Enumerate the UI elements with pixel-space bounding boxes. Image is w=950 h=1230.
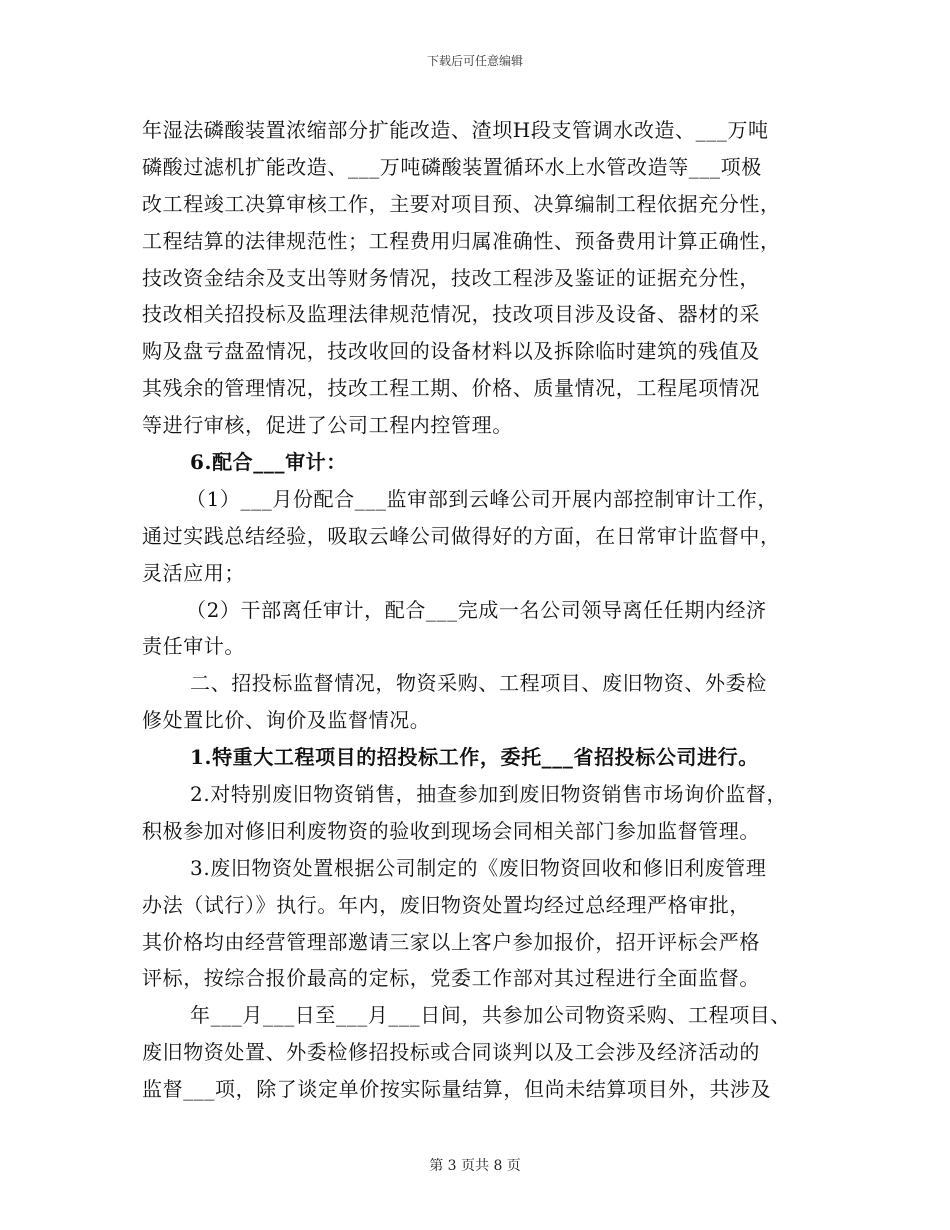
body-line: 3.废旧物资处置根据公司制定的《废旧物资回收和修旧利废管理	[190, 855, 767, 880]
document-body	[142, 112, 810, 1108]
body-line: 责任审计。	[142, 634, 245, 659]
body-line: 修处置比价、询价及监督情况。	[142, 708, 431, 733]
body-line: 购及盘亏盘盈情况，技改收回的设备材料以及拆除临时建筑的残值及	[142, 339, 760, 364]
body-line: （1）___月份配合___监审部到云峰公司开展内部控制审计工作，	[186, 486, 778, 511]
body-line: 评标，按综合报价最高的定标，党委工作部对其过程进行全面监督。	[142, 966, 760, 991]
body-line: 二、招投标监督情况，物资采购、工程项目、废旧物资、外委检	[190, 671, 767, 696]
page-footer: 第 3 页共 8 页	[429, 1158, 521, 1174]
section-heading: 1.特重大工程项目的招投标工作，委托___省招投标公司进行。	[190, 745, 759, 770]
body-line: 年___月___日至___月___日间，共参加公司物资采购、工程项目、	[190, 1003, 791, 1028]
page-header: 下载后可任意编辑	[426, 54, 523, 68]
body-line: 工程结算的法律规范性；工程费用归属准确性、预备费用计算正确性，	[142, 228, 781, 253]
body-line: 灵活应用；	[142, 560, 245, 585]
body-line: 监督___项，除了谈定单价按实际量结算，但尚未结算项目外，共涉及	[142, 1077, 772, 1102]
body-line: 等进行审核，促进了公司工程内控管理。	[142, 413, 513, 438]
section-heading: 6.配合___审计：	[190, 450, 347, 475]
body-line: 废旧物资处置、外委检修招投标或合同谈判以及工会涉及经济活动的	[142, 1040, 760, 1065]
body-line: （2）干部离任审计，配合___完成一名公司领导离任任期内经济	[186, 597, 767, 622]
body-line: 技改资金结余及支出等财务情况，技改工程涉及鉴证的证据充分性，	[142, 265, 760, 290]
body-line: 年湿法磷酸装置浓缩部分扩能改造、渣坝H段支管调水改造、___万吨	[142, 118, 769, 142]
body-line: 其价格均由经营管理部邀请三家以上客户参加报价，招开评标会严格	[142, 929, 760, 954]
body-line: 改工程竣工决算审核工作，主要对项目预、决算编制工程依据充分性，	[142, 191, 781, 216]
body-line: 技改相关招投标及监理法律规范情况，技改项目涉及设备、器材的采	[142, 302, 760, 327]
body-line: 通过实践总结经验，吸取云峰公司做得好的方面，在日常审计监督中，	[142, 523, 781, 548]
body-line: 磷酸过滤机扩能改造、___万吨磷酸装置循环水上水管改造等___项极	[142, 154, 762, 179]
body-line: 2.对特别废旧物资销售，抽查参加到废旧物资销售市场询价监督，	[190, 782, 788, 807]
body-line: 办法（试行）》执行。年内，废旧物资处置均经过总经理严格审批，	[142, 892, 750, 917]
body-line: 积极参加对修旧利废物资的验收到现场会同相关部门参加监督管理。	[142, 818, 760, 843]
body-line: 其残余的管理情况，技改工程工期、价格、质量情况，工程尾项情况	[142, 376, 760, 401]
